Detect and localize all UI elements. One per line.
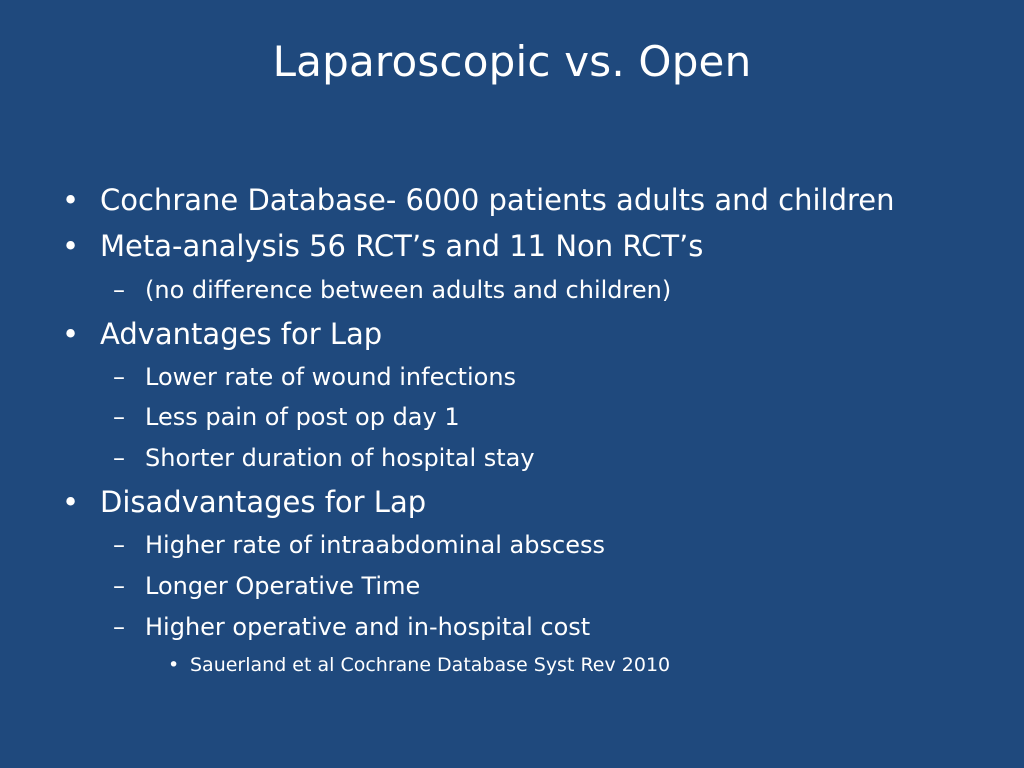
sub-item-abscess (113, 528, 605, 562)
bullet-marker: • (62, 317, 80, 351)
sub-item-higher-cost (113, 610, 591, 644)
sub-item-shorter-stay (113, 441, 535, 475)
citation-item (168, 651, 671, 679)
dash-marker: – (113, 363, 125, 391)
sub-item-text: Lower rate of wound infections (145, 363, 517, 391)
citation-text: Sauerland et al Cochrane Database Syst Rev 2010 (190, 654, 671, 676)
bullet-text: Advantages for Lap (100, 317, 383, 351)
sub-item-text: (no difference between adults and children) (145, 276, 672, 304)
sub-item-text: Shorter duration of hospital stay (145, 444, 535, 472)
sub-item-operative-time (113, 569, 421, 603)
sub-item-text: Higher rate of intraabdominal abscess (145, 531, 605, 559)
sub-item-text: Longer Operative Time (145, 572, 421, 600)
bullet-item-advantages (62, 314, 383, 354)
bullet-marker: • (168, 654, 180, 676)
sub-item-text: Higher operative and in-hospital cost (145, 613, 591, 641)
dash-marker: – (113, 276, 125, 304)
dash-marker: – (113, 531, 125, 559)
dash-marker: – (113, 572, 125, 600)
bullet-marker: • (62, 183, 80, 217)
bullet-text: Meta-analysis 56 RCT’s and 11 Non RCT’s (100, 229, 704, 263)
bullet-item-meta-analysis (62, 226, 704, 266)
bullet-item-disadvantages (62, 482, 427, 522)
sub-item-no-difference (113, 273, 672, 307)
bullet-marker: • (62, 485, 80, 519)
sub-item-less-pain (113, 400, 460, 434)
dash-marker: – (113, 444, 125, 472)
bullet-text: Disadvantages for Lap (100, 485, 427, 519)
bullet-text: Cochrane Database- 6000 patients adults and children (100, 183, 895, 217)
slide-title: Laparoscopic vs. Open (272, 37, 752, 86)
sub-item-text: Less pain of post op day 1 (145, 403, 460, 431)
dash-marker: – (113, 613, 125, 641)
bullet-item-cochrane (62, 180, 895, 220)
dash-marker: – (113, 403, 125, 431)
bullet-marker: • (62, 229, 80, 263)
sub-item-wound-infections (113, 360, 517, 394)
